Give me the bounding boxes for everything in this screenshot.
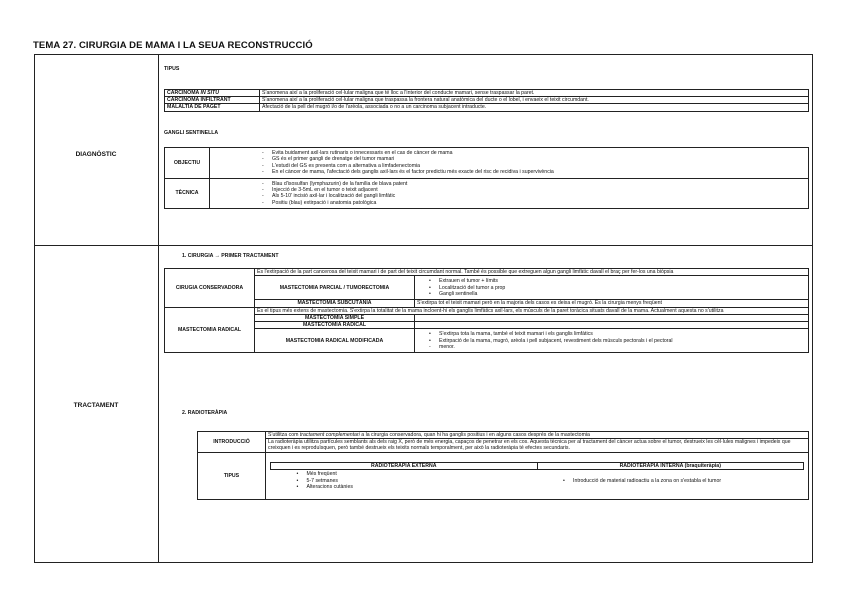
list-item: - GS és el primer gangli de drenatge del tumor mamari	[272, 156, 806, 162]
document-title: TEMA 27. CIRURGIA DE MAMA I LA SEUA RECONSTRUCCIÓ	[33, 40, 313, 51]
radioterapia-table	[197, 431, 809, 500]
subcutania-label: MASTECTOMIA SUBCUTÀNIA	[255, 300, 415, 307]
list-item: • Localització del tumor a prop	[439, 285, 808, 291]
type-desc: S'anomena així a la proliferació cel·lular maligna que traspassa la frontera natural anatòmica del ducte o el lobel, i envaeix el teixit circumdant.	[260, 97, 809, 104]
radio-types-table	[270, 462, 804, 491]
table-row	[198, 439, 809, 452]
table-row	[198, 432, 809, 439]
list-item: • Gangli sentinella	[439, 291, 808, 297]
list-item-continued: - menor.	[439, 344, 808, 350]
types-table	[164, 89, 809, 112]
modificada-label: MASTECTOMIA RADICAL MODIFICADA	[255, 329, 415, 353]
list-item: - L'estudi del GS es presenta com a alternativa a limfadenectomia	[272, 163, 806, 169]
cirurgia-table	[164, 268, 809, 353]
row-divider	[34, 245, 813, 246]
table-row	[165, 300, 809, 307]
table-row	[165, 276, 809, 300]
type-name: CARCINOMA IN SITU	[165, 90, 260, 97]
intro-line1: S'utilitza com tractament complementari a la cirurgia conservadora, quan hi ha ganglis positius i en alguns casos després de la mastectomia	[266, 432, 809, 439]
list-item: - En el càncer de mama, l'afectació dels ganglis axil·lars és el factor predictiu més exacte del risc de recidiva i supervivència	[272, 169, 806, 175]
table-row	[165, 322, 809, 329]
radical2-label: MASTECTOMIA RADICAL	[255, 322, 415, 329]
table-row	[198, 452, 809, 499]
simple-label: MASTECTOMIA SIMPLE	[255, 314, 415, 321]
parcial-label: MASTECTOMIA PARCIAL / TUMORECTOMIA	[255, 276, 415, 300]
list-item: - Evita buidament axil·lars rutinaris o innecessaris en el cas de càncer de mama	[272, 150, 806, 156]
list-item: - Injecció de 3-5mL en el tumor o teixit adjacent	[272, 187, 806, 193]
objectiu-label: OBJECTIU	[165, 148, 210, 179]
radical-desc: És el tipus més extens de mastectomia. S'extirpa la totalitat de la mama incloent-hi els ganglis limfàtics axil·lars, els músculs de la paret toràcica situats davall de la mama. Actualment aquesta no s'utilitza	[255, 307, 809, 314]
list-item: • 5-7 setmanes	[307, 478, 538, 484]
type-row	[165, 104, 809, 111]
list-item: • Extrauen el tumor + límits	[439, 278, 808, 284]
ganglis-heading: GANGLI SENTINELLA	[164, 130, 219, 136]
tipus-heading: TIPUS	[164, 66, 180, 72]
subcutania-desc: S'extirpa tot el teixit mamari però en la majoria dels casos es deixa el mugró. És la cirurgia menys freqüent	[415, 300, 809, 307]
column-divider	[158, 54, 159, 563]
type-name: MALALTIA DE PAGET	[165, 104, 260, 111]
conservadora-desc: És l'extirpació de la part cancerosa del teixit mamari i de part del teixit circumdant normal. També és possible que extreguen algun gangli limfàtic davall el braç per fer-los una biòpsia	[255, 269, 809, 276]
conservadora-label: CIRUGIA CONSERVADORA	[165, 269, 255, 308]
list-item: • Alteracions cutànies	[307, 484, 538, 490]
type-desc: Afectació de la pell del mugró i/o de l'arèola, associada o no a un carcinoma subjacent intraducte.	[260, 104, 809, 111]
type-desc: S'anomena així a la proliferació cel·lular maligna que té lloc a l'interior del conducte mamari, sense traspassar la paret.	[260, 90, 809, 97]
interna-heading: RADIOTERÀPIA INTERNA (braquiteràpia)	[537, 462, 804, 469]
externa-heading: RADIOTERÀPIA EXTERNA	[271, 462, 538, 469]
tecnica-row	[165, 178, 809, 209]
radioterapia-heading: 2. RADIOTERÀPIA	[182, 410, 228, 416]
type-row	[165, 97, 809, 104]
table-row	[165, 269, 809, 276]
type-row	[165, 90, 809, 97]
tecnica-label: TÈCNICA	[165, 178, 210, 209]
objectiu-row	[165, 148, 809, 179]
table-row	[165, 314, 809, 321]
radical-label: MASTECTOMIA RADICAL	[165, 307, 255, 353]
tipus-label: TIPUS	[198, 452, 266, 499]
cirurgia-heading: 1. CIRURGIA → PRIMER TRACTAMENT	[182, 253, 279, 259]
list-item: • S'extirpa tota la mama, també el teixit mamari i els ganglis limfàtics	[439, 331, 808, 337]
intro-line2: La radioteràpia utilitza partícules semblants als dels raig X, però de més energia, capaços de penetrar en els cos. Aquesta tècnica per al tractament del càncer actua sobre el tumor, destrueix les cèl·lules malignes i impedeix que creixquen i es reproduïsquen, però també destrueix els teixits normals temporalment, per això la radioteràpia té efectes secundaris.	[266, 439, 809, 452]
list-item: - Als 5-10' incisió axil·lar i localització del gangli limfàtic	[272, 193, 806, 199]
list-item: • Més freqüent	[307, 471, 538, 477]
list-item: - Blau d'isosulfan (lymphazurin) de la família de blava patent	[272, 181, 806, 187]
tractament-label: TRACTAMENT	[73, 402, 119, 409]
type-name: CARCINOMA INFILTRANT	[165, 97, 260, 104]
table-row	[165, 307, 809, 314]
list-item: • Extirpació de la mama, mugró, arèola i pell subjacent, revestiment dels músculs pectorals i el pectoral	[439, 338, 808, 344]
intro-label: INTRODUCCIÓ	[198, 432, 266, 453]
list-item: • Introducció de material radioactiu a la zona on s'establa el tumor	[573, 478, 804, 484]
diagnostic-label: DIAGNÒSTIC	[75, 151, 117, 158]
table-row	[165, 329, 809, 353]
list-item: - Positiu (blau) extirpació i anatomia patològica	[272, 200, 806, 206]
gangli-table	[164, 147, 809, 209]
